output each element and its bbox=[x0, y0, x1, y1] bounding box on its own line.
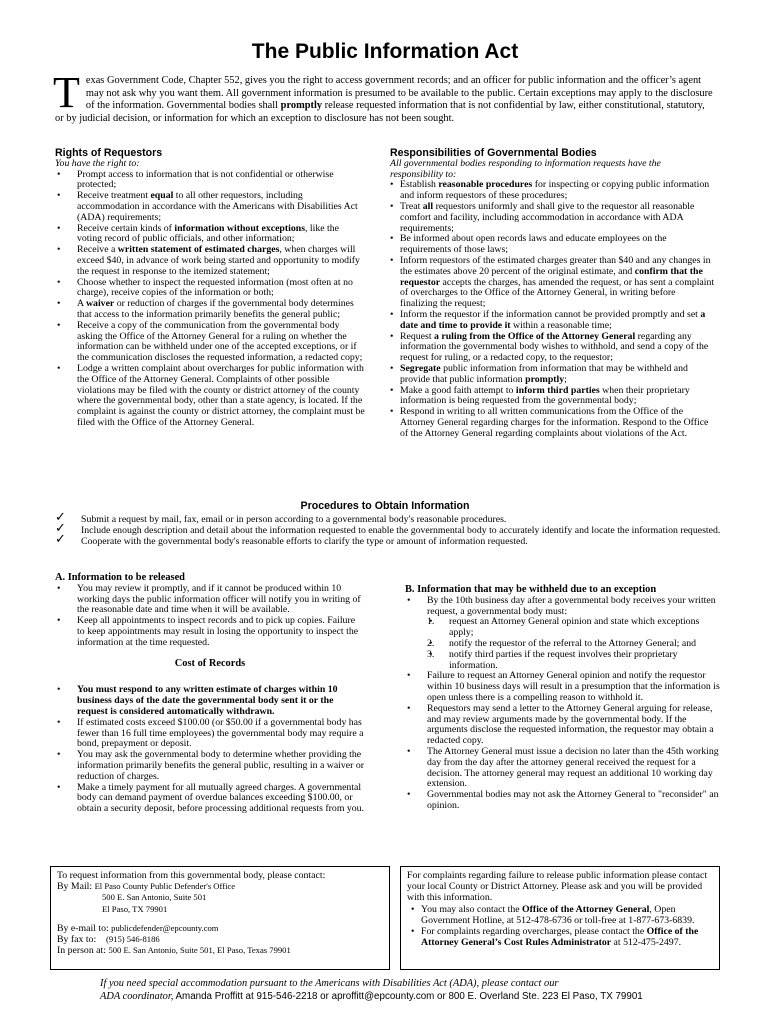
list-item: • 1. request an Attorney General opinion and state which exceptions apply; bbox=[427, 617, 720, 639]
list-item: • Inform the requestor if the information cannot be provided promptly and set a date and time to provide it within a reasonable time; bbox=[390, 310, 715, 332]
procedures-list bbox=[55, 510, 725, 547]
check-icon: ✓ bbox=[55, 520, 66, 536]
section-b-list bbox=[405, 596, 720, 812]
contact-mail: By Mail: El Paso County Public Defender's Office bbox=[57, 881, 236, 893]
list-item: • Receive treatment equal to all other requestors, including accommodation in accordance with the Americans with Disabilities Act (ADA) requirements; bbox=[55, 191, 365, 223]
section-b-heading: B. Information that may be withheld due to an exception bbox=[405, 584, 657, 595]
list-item: • If estimated costs exceed $100.00 (or $50.00 if a governmental body has fewer than 16 full time employees) the governmental body may require a bond, prepayment or deposit. bbox=[55, 718, 365, 750]
contact-box: To request information from this governmental body, please contact: By Mail: El Paso County Public Defender's Office 500 E. San Antonio, Suite 501 El Paso, TX 79901 By e-mail to: publicdefender@epcounty.com By fax to: (915) 546-8186 In person at: 500 E. San Antonio, Suite 501, El Paso, Texas 79901 bbox=[50, 866, 390, 970]
list-item: ✓ Cooperate with the governmental body's reasonable efforts to clarify the type or amount of information requested. bbox=[55, 531, 528, 547]
list-item: • The Attorney General must issue a decision no later than the 45th working day from the day after the attorney general received the request for a decision. The attorney general may request an additional 10 working day extension. bbox=[405, 747, 720, 790]
list-item: ✓ Submit a request by mail, fax, email or in person according to a governmental body's reasonable procedures. bbox=[55, 510, 507, 525]
check-icon: ✓ bbox=[55, 531, 66, 547]
complaints-list bbox=[411, 904, 713, 949]
list-item: • Prompt access to information that is not confidential or otherwise protected; bbox=[55, 170, 365, 192]
responsibilities-column bbox=[390, 148, 715, 440]
rights-list bbox=[55, 170, 365, 429]
list-item: • Establish reasonable procedures for inspecting or copying public information and inform requestors of these procedures; bbox=[390, 180, 715, 202]
list-item: • A waiver or reduction of charges if the governmental body determines that access to the information primarily benefits the general public; bbox=[55, 299, 365, 321]
intro-paragraph bbox=[53, 68, 715, 125]
list-item: • Receive certain kinds of information without exceptions, like the voting record of public officials, and other information; bbox=[55, 224, 365, 246]
list-item: • Segregate public information from information that may be withheld and provide that public information promptly; bbox=[390, 364, 715, 386]
rights-column bbox=[55, 148, 365, 429]
list-item: • Treat all requestors uniformly and shall give to the requestor all reasonable comfort and facility, including accommodation in accordance with ADA requirements; bbox=[390, 202, 715, 234]
list-item: • Receive a copy of the communication from the governmental body asking the Office of the Attorney General for a ruling on whether the information can be withheld under one of the accepted exceptions, or if the communication discloses the requested information, a redacted copy; bbox=[55, 321, 365, 364]
complaints-intro: For complaints regarding failure to release public information please contact your local County or District Attorney. Please ask and you will be provided with this information. bbox=[407, 870, 708, 904]
list-item: ✓ Include enough description and detail about the information requested to enable the governmental body to accurately identify and locate the information requested. bbox=[55, 520, 721, 536]
list-item: • By the 10th business day after a governmental body receives your written request, a governmental body must: • 1. request an Attorney General opinion and state which exceptions apply; • 2. notify the requestor of the referral to the Attorney General; and • 3. notify third parties if the request involves their proprietary information. bbox=[405, 596, 720, 672]
section-a-column bbox=[55, 573, 365, 815]
intro-text-a: exas Government Code, Chapter 552, gives you the right to access government records; and an officer for public information and the officer’s agent may not ask why you want them. All government information is presumed to be available to the public. Certain exceptions may apply to the disclosure of the information. Governmental bodies shall bbox=[85, 75, 713, 112]
ada-footer: If you need special accommodation pursuant to the Americans with Disabilities Act (ADA), please contact our ADA coordinator, Amanda Proffitt at 915-546-2218 or aproffitt@epcounty.com or 800 E. Overland Ste. 223 El Paso, TX 79901 bbox=[100, 978, 643, 1002]
drop-cap: T bbox=[53, 68, 80, 117]
contact-person: In person at: 500 E. San Antonio, Suite 501, El Paso, Texas 79901 bbox=[57, 945, 291, 957]
responsibilities-subheading: All governmental bodies responding to information requests have the responsibility to: bbox=[390, 157, 661, 180]
list-item: • Failure to request an Attorney General opinion and notify the requestor within 10 business days will result in a presumption that the information is open unless there is a compelling reason to withhold it. bbox=[405, 671, 720, 703]
intro-bold: promptly bbox=[280, 100, 323, 112]
list-item: • You may ask the governmental body to determine whether providing the information primarily benefits the general public, resulting in a waiver or reduction of charges. bbox=[55, 750, 365, 782]
procedures-heading: Procedures to Obtain Information bbox=[300, 500, 470, 512]
check-icon: ✓ bbox=[55, 510, 66, 525]
list-item: • Governmental bodies may not ask the Attorney General to "reconsider" an opinion. bbox=[405, 790, 720, 812]
complaints-box bbox=[400, 866, 720, 970]
responsibilities-list bbox=[390, 180, 715, 439]
intro-text-b: release requested information that is not confidential by law, either constitutional, statutory, or by judicial decision, or information for which an exception to disclosure has not been sought. bbox=[55, 100, 705, 124]
list-item: • Respond in writing to all written communications from the Office of the Attorney General regarding charges for the information. Respond to the Office of the Attorney General regarding complaints about violations of the Act. bbox=[390, 407, 715, 439]
procedures-heading-wrap bbox=[0, 501, 770, 512]
list-item: • 3. notify third parties if the request involves their proprietary information. bbox=[427, 650, 720, 672]
list-item: • Requestors may send a letter to the Attorney General arguing for release, and may review arguments made by the governmental body. If the arguments disclose the requested information, the requestor may obtain a redacted copy. bbox=[405, 704, 720, 747]
list-item: • Request a ruling from the Office of the Attorney General regarding any information the governmental body wishes to withhold, and send a copy of the request for ruling, or a redacted copy, to the requestor; bbox=[390, 332, 715, 364]
rights-heading: Rights of Requestors bbox=[55, 147, 163, 159]
list-item: • Lodge a written complaint about overcharges for public information with the Office of the Attorney General. Complaints of other possible violations may be filed with the county or district attorney of the county where the governmental body, other than a state agency, is located. If the complaint is against the county or district attorney, the complaint must be filed with the Office of the Attorney General. bbox=[55, 364, 365, 429]
list-item: • Choose whether to inspect the requested information (most often at no charge), receive copies of the information or both; bbox=[55, 278, 365, 300]
list-item: • Make a timely payment for all mutually agreed charges. A governmental body can demand payment of overdue balances exceeding $100.00, or obtain a security deposit, before processing additional requests from you. bbox=[55, 783, 365, 815]
list-item: • Keep all appointments to inspect records and to pick up copies. Failure to keep appointments may result in losing the opportunity to inspect the information at the time requested. bbox=[55, 616, 365, 648]
section-a-list bbox=[55, 584, 365, 649]
list-item: • Inform requestors of the estimated charges greater than $40 and any changes in the estimates above 20 percent of the original estimate, and confirm that the requestor accepts the charges, has amended the request, or has sent a complaint of overcharges to the Office of the Attorney General, in writing before finalizing the request; bbox=[390, 256, 715, 310]
list-item: • 2. notify the requestor of the referral to the Attorney General; and bbox=[427, 639, 720, 650]
section-b-sublist bbox=[427, 617, 720, 671]
list-item: • Make a good faith attempt to inform third parties when their proprietary information is being requested from the governmental body; bbox=[390, 386, 715, 408]
contact-intro: To request information from this governmental body, please contact: bbox=[57, 870, 326, 881]
page-title: The Public Information Act bbox=[251, 40, 519, 63]
contact-fax: By fax to: (915) 546-8186 bbox=[57, 934, 160, 946]
section-b-column bbox=[405, 585, 720, 812]
list-item: • You may review it promptly, and if it cannot be produced within 10 working days the public information officer will notify you in writing of the reasonable date and time when it will be available. bbox=[55, 584, 365, 616]
contact-email: By e-mail to: publicdefender@epcounty.com bbox=[57, 922, 219, 934]
list-item: • You must respond to any written estimate of charges within 10 business days of the date the governmental body sent it or the request is considered automatically withdrawn. bbox=[55, 685, 365, 717]
cost-list bbox=[55, 685, 365, 815]
list-item: • Receive a written statement of estimated charges, when charges will exceed $40, in advance of work being started and opportunity to modify the request in response to the itemized statement; bbox=[55, 245, 365, 277]
list-item: • You may also contact the Office of the Attorney General, Open Government Hotline, at 512-478-6736 or toll-free at 1-877-673-6839. bbox=[411, 904, 713, 926]
responsibilities-heading: Responsibilities of Governmental Bodies bbox=[390, 147, 597, 159]
rights-subheading: You have the right to: bbox=[55, 157, 140, 169]
list-item: • For complaints regarding overcharges, please contact the Office of the Attorney General’s Cost Rules Administrator at 512-475-2497. bbox=[411, 926, 713, 948]
cost-heading: Cost of Records bbox=[174, 657, 246, 669]
list-item: • Be informed about open records laws and educate employees on the requirements of those laws; bbox=[390, 234, 715, 256]
section-a-heading: A. Information to be released bbox=[55, 572, 185, 583]
